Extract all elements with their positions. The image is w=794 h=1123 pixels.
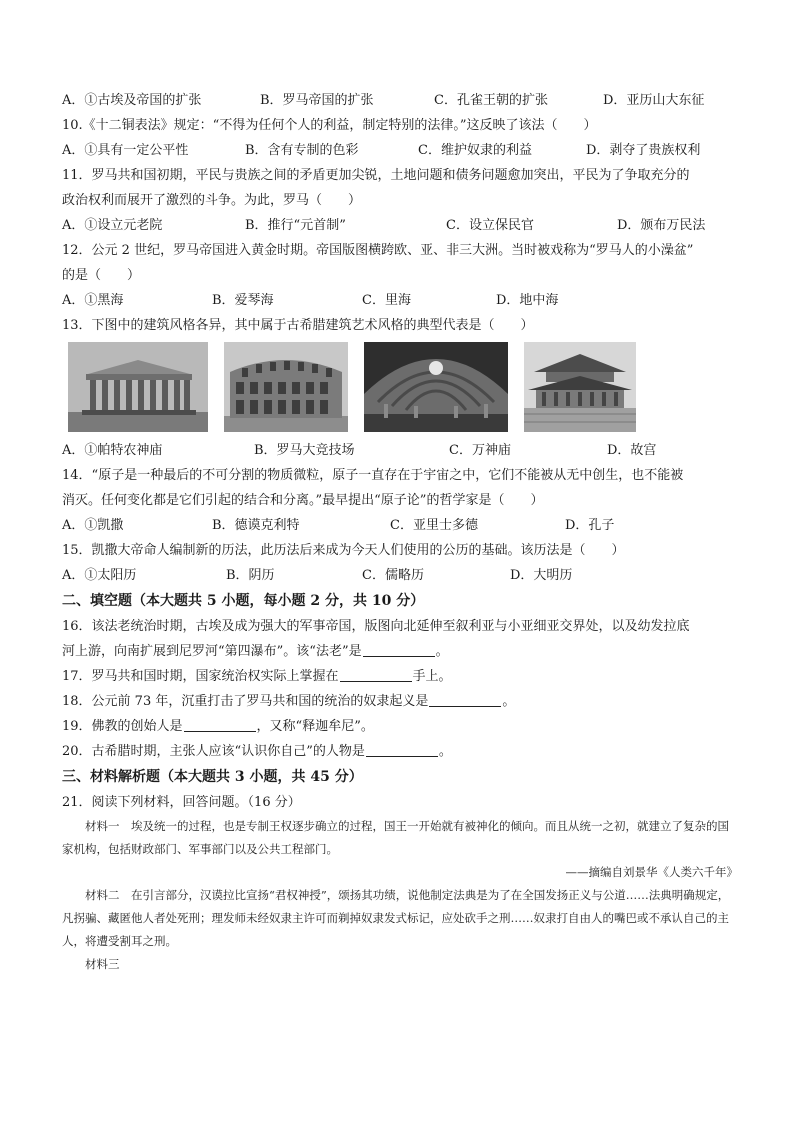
q20-answer-blank[interactable]: [366, 742, 438, 757]
exam-page: [62, 88, 738, 976]
section-material-title: 三、材料解析题（本大题共 3 小题，共 45 分）: [62, 769, 363, 785]
q11-option-d[interactable]: D．颁布万民法: [617, 218, 706, 233]
q19: [62, 714, 738, 739]
q21-stem: 21．阅读下列材料，回答问题。（16 分）: [62, 795, 301, 810]
q10-options: [62, 138, 738, 163]
q14-option-b[interactable]: B．德谟克利特: [212, 518, 300, 533]
pantheon-photo: [364, 342, 508, 432]
q15-option-d[interactable]: D．大明历: [510, 568, 573, 583]
q20-text-end: 。: [438, 744, 452, 759]
q14-stem-line1: 14．“原子是一种最后的不可分割的物质微粒，原子一直存在于宇宙之中，它们不能被从无中创生，也不能被: [62, 468, 684, 483]
q10-option-a[interactable]: A．①具有一定公平性: [62, 143, 189, 158]
q17: [62, 664, 738, 689]
section-fill-in-title: 二、填空题（本大题共 5 小题，每小题 2 分，共 10 分）: [62, 593, 425, 609]
parthenon-photo: [68, 342, 208, 432]
q13-option-d[interactable]: D．故宫: [607, 443, 657, 458]
q11-option-c[interactable]: C．设立保民官: [446, 218, 534, 233]
q13-option-c[interactable]: C．万神庙: [449, 443, 511, 458]
q11-option-b[interactable]: B．推行“元首制”: [245, 218, 346, 233]
q19-text-end: ，又称“释迦牟尼”。: [256, 719, 374, 734]
q12-option-d[interactable]: D．地中海: [496, 293, 559, 308]
q11-options: [62, 213, 738, 238]
material-1-source: ——摘编自刘景华《人类六千年》: [565, 865, 738, 879]
q11-stem-line2: 政治权利而展开了激烈的斗争。为此，罗马（ ）: [62, 193, 362, 208]
q19-text: 19．佛教的创始人是: [62, 719, 183, 734]
q13-stem: 13．下图中的建筑风格各异，其中属于古希腊建筑艺术风格的典型代表是（ ）: [62, 318, 534, 333]
q14-stem-line2: 消灭。任何变化都是它们引起的结合和分离。”最早提出“原子论”的哲学家是（ ）: [62, 493, 544, 508]
q9-option-a[interactable]: A．①古埃及帝国的扩张: [62, 93, 202, 108]
material-block: [62, 815, 738, 976]
q15-stem: 15．凯撒大帝命人编制新的历法，此历法后来成为今天人们使用的公历的基础。该历法是（ ）: [62, 543, 625, 558]
q15-options: [62, 563, 738, 588]
q16-line1: 16．该法老统治时期，古埃及成为强大的军事帝国，版图向北延伸至叙利亚与小亚细亚交界处，以及幼发拉底: [62, 619, 690, 634]
q14-option-a[interactable]: A．①凯撒: [62, 518, 124, 533]
q10-option-b[interactable]: B．含有专制的色彩: [245, 143, 359, 158]
material-2: 材料二 在引言部分，汉谟拉比宣扬“君权神授”，颂扬其功绩，说他制定法典是为了在全国发扬正义与公道……法典明确规定，凡拐骗、藏匿他人者处死刑；理发师未经奴隶主许可而剃掉奴隶发式标记，应处砍手之刑……奴隶打自由人的嘴巴或不承认自己的主人，将遭受割耳之刑。: [62, 888, 730, 948]
material-3-label: 材料三: [85, 957, 120, 971]
q13-option-b[interactable]: B．罗马大竞技场: [254, 443, 355, 458]
q10-option-c[interactable]: C．维护奴隶的利益: [418, 143, 532, 158]
q12-options: [62, 288, 738, 313]
q9-option-b[interactable]: B．罗马帝国的扩张: [260, 93, 374, 108]
q15-option-c[interactable]: C．儒略历: [362, 568, 424, 583]
q12-stem-line1: 12．公元 2 世纪，罗马帝国进入黄金时期。帝国版图横跨欧、亚、非三大洲。当时被戏称为“罗马人的小澡盆”: [62, 243, 694, 258]
q17-text-end: 手上。: [412, 669, 452, 684]
q11-option-a[interactable]: A．①设立元老院: [62, 218, 163, 233]
q18-text: 18．公元前 73 年，沉重打击了罗马共和国的统治的奴隶起义是: [62, 694, 429, 709]
q16-text-end: 。: [435, 644, 449, 659]
q11-stem-line1: 11．罗马共和国初期，平民与贵族之间的矛盾更加尖锐，土地问题和债务问题愈加突出，平民为了争取充分的: [62, 168, 690, 183]
q16-text: 河上游，向南扩展到尼罗河“第四瀑布”。该“法老”是: [62, 644, 362, 659]
q19-answer-blank[interactable]: [184, 717, 256, 732]
q20: [62, 739, 738, 764]
q12-option-c[interactable]: C．里海: [362, 293, 411, 308]
q12-option-b[interactable]: B．爱琴海: [212, 293, 274, 308]
q14-option-d[interactable]: D．孔子: [565, 518, 615, 533]
q13-option-a[interactable]: A．①帕特农神庙: [62, 443, 163, 458]
q17-text: 17．罗马共和国时期，国家统治权实际上掌握在: [62, 669, 339, 684]
q16-line2: [62, 639, 738, 664]
q9-option-d[interactable]: D．亚历山大东征: [603, 93, 705, 108]
q10-option-d[interactable]: D．剥夺了贵族权利: [586, 143, 701, 158]
q12-option-a[interactable]: A．①黑海: [62, 293, 124, 308]
q14-options: [62, 513, 738, 538]
colosseum-photo: [224, 342, 348, 432]
q16-answer-blank[interactable]: [363, 642, 435, 657]
q17-answer-blank[interactable]: [340, 667, 412, 682]
q18-answer-blank[interactable]: [429, 692, 501, 707]
q9-options: [62, 88, 738, 113]
q18: [62, 689, 738, 714]
q12-stem-line2: 的是（ ）: [62, 268, 141, 283]
q10-stem: 10.《十二铜表法》规定：“不得为任何个人的利益，制定特别的法律。”这反映了该法（ ）: [62, 118, 597, 133]
q9-option-c[interactable]: C．孔雀王朝的扩张: [434, 93, 548, 108]
q15-option-b[interactable]: B．阴历: [226, 568, 275, 583]
q13-photos: [62, 342, 738, 434]
q15-option-a[interactable]: A．①太阳历: [62, 568, 137, 583]
q13-options: [62, 438, 738, 463]
q18-text-end: 。: [502, 694, 516, 709]
material-1: 材料一 埃及统一的过程，也是专制王权逐步确立的过程，国王一开始就有被神化的倾向。而且从统一之初，就建立了复杂的国家机构，包括财政部门、军事部门以及公共工程部门。: [62, 819, 729, 856]
q20-text: 20．古希腊时期，主张人应该“认识你自己”的人物是: [62, 744, 365, 759]
q14-option-c[interactable]: C．亚里士多德: [390, 518, 478, 533]
forbidden-city-photo: [524, 342, 636, 432]
